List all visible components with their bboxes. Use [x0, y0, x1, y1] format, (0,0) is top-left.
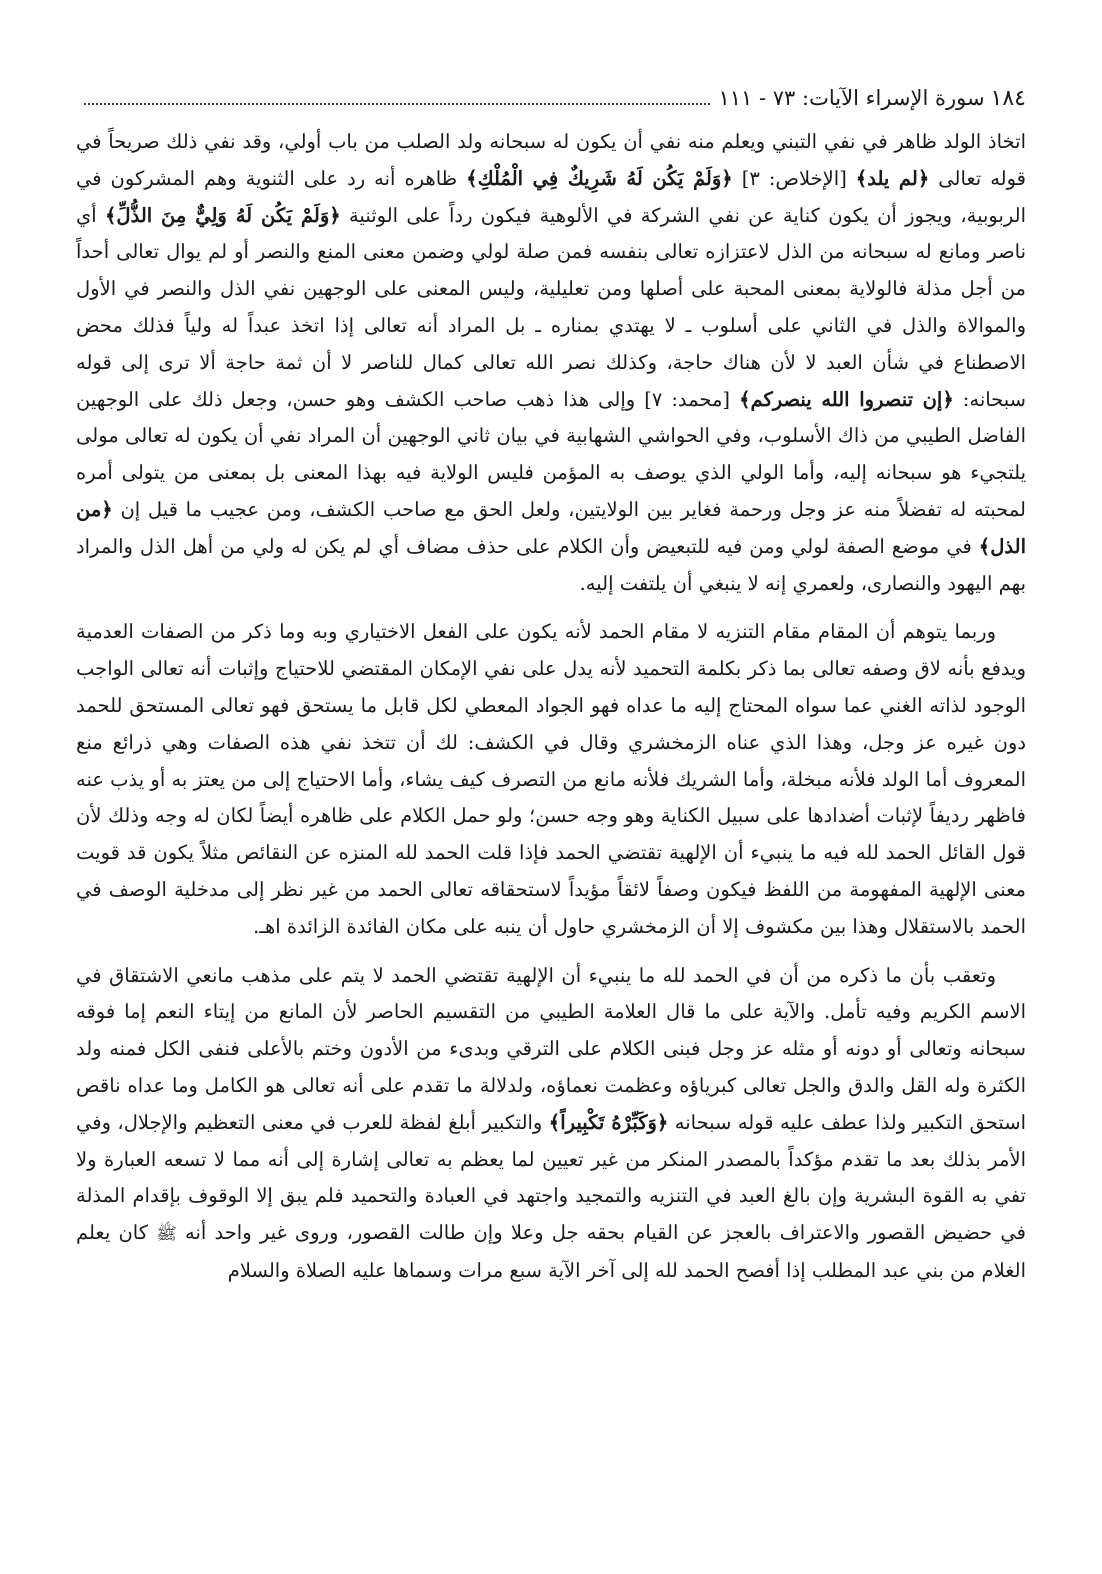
- text-run: ظاهره أنه رد على الثنوية وهم المشركون في الربوبية، ويجوز أن يكون كناية عن نفي الشركة في الألوهية فيكون رداً على الوثنية: [76, 166, 1027, 227]
- surah-title: سورة الإسراء الآيات: ٧٣ - ١١١: [718, 86, 985, 110]
- text-run: والتكبير أبلغ لفظة للعرب في معنى التعظيم والإجلال، وفي الأمر بذلك بعد ما تقدم مؤكداً بالمصدر المنكر من غير تعيين لما يعظم به تعالى إشارة إلى أنه مما لا تسعه العبارة ولا تفي به القوة البشرية وإن بالغ العبد في التنزيه والتمجيد واجتهد في العبادة والتحميد فلم يبق إلا الوقوف بإقدام المذلة في حضيض القصور والاعتراف بالعجز عن القيام بحقه جل وعلا وإن طالت القصور، وروى غير واحد أنه: [76, 1110, 1026, 1245]
- text-run: في موضع الصفة لولي ومن فيه للتبعيض وأن الكلام على حذف مضاف أي لم يكن له ولي من أهل الذل والمراد بهم اليهود والنصارى، ولعمري إنه لا ينبغي أن يلتفت إليه.: [76, 534, 1026, 595]
- paragraph-2: [76, 614, 1026, 945]
- text-run: [الإخلاص: ٣]: [732, 166, 856, 190]
- text-run: [محمد: ٧] وإلى هذا ذهب صاحب الكشف وهو حسن، وجعل ذلك على الوجهين الفاضل الطيبي من ذاك الأسلوب، وفي الحواشي الشهابية في بيان ثاني الوجهين أن المراد نفي أن يكون له تعالى مولى يلتجيء هو سبحانه إليه، وأما الولي الذي يوصف به المؤمن فليس الولاية فيه بهذا المعنى بل بمعنى من يتولى أمره لمحبته له تفضلاً منه عز وجل ورحمة فغاير بين الولايتين، ولعل الحق مع صاحب الكشف، ومن عجيب ما قيل إن: [76, 387, 1026, 521]
- salla-honorific: ﷺ: [156, 1224, 177, 1245]
- header-dotted-leader: [84, 103, 710, 105]
- body-text: [76, 124, 1026, 1290]
- text-run: وربما يتوهم أن المقام مقام التنزيه لا مقام الحمد لأنه يكون على الفعل الاختياري وبه وما ذكر من الصفات العدمية ويدفع بأنه لاق وصفه تعالى بما ذكر بكلمة التحميد لأنه يدل على نفي الإمكان المقتضي للاحتياج وإثبات أنه تعالى الواجب الوجود لذاته الغني عما سواه المحتاج إليه ما عداه فهو الجواد المعطي لكل قابل ما يستحق فهو تعالى المستحق للحمد دون غيره عز وجل، وهذا الذي عناه الزمخشري وقال في الكشف: لك أن تتخذ نفي هذه الصفات وهي ذرائع منع المعروف أما الولد فلأنه مبخلة، وأما الشريك فلأنه مانع من التصرف كيف يشاء، وأما الاحتياج إلى من يعتز به أو يذب عنه فاظهر ردیفاً لإثبات أضدادها على سبيل الكناية وهو وجه حسن؛ ولو حمل الكلام على ظاهره أيضاً لكان له وجه وذلك لأن قول القائل الحمد لله فيه ما ينبيء أن الإلهية تقتضي الحمد فإذا قلت الحمد لله المنزه عن النقائص مثلاً يكون قد قويت معنى الإلهية المفهومة من اللفظ فيكون وصفاً لائقاً مؤيداً لاستحقاقه تعالى الحمد من غير نظر إلى مدخلية الوصف في الحمد بالاستقلال وهذا بين مكشوف إلا أن الزمخشري حاول أن ينبه على مكان الفائدة الزائدة اهـ.: [76, 620, 1026, 938]
- quran-quote: ﴿وَكَبِّرْهُ تَكْبِيراً﴾: [548, 1110, 669, 1134]
- quran-quote: ﴿وَلَمْ يَكُن لَهُ وَلِيٌّ مِنَ الذُّلِّ﴾: [104, 203, 341, 227]
- page-number: ١٨٤: [990, 85, 1026, 111]
- paragraph-1: [76, 124, 1026, 602]
- paragraph-3: [76, 958, 1026, 1290]
- quran-quote: ﴿لم يلد﴾: [855, 166, 930, 190]
- quran-quote: ﴿إن تنصروا الله ينصركم﴾: [739, 387, 954, 411]
- quran-quote: ﴿وَلَمْ يَكُن لَهُ شَرِيكٌ فِي الْمُلْكِ﴾: [466, 166, 733, 190]
- text-run: كان يعلم الغلام من بني عبد المطلب إذا أفصح الحمد لله إلى آخر الآية سبع مرات وسماها عليه الصلاة والسلام: [76, 1221, 1026, 1282]
- quran-quote: ﴿من الذل﴾: [76, 497, 1026, 558]
- text-run: وتعقب بأن ما ذكره من أن في الحمد لله ما ينبيء أن الإلهية تقتضي الحمد لا يتم على مذهب مانعي الاشتقاق في الاسم الكريم وفيه تأمل. والآية على ما قال العلامة الطيبي من التقسيم الحاصر لأن المانع من إيتاء النعم إما فوقه سبحانه وتعالى أو دونه أو مثله عز وجل فبنى الكلام على الترقي وبدىء من الأدون وختم بالأعلى فنفى الكل فمنه ولد الكثرة وله القل والدق والجل تعالى كبرياؤه وعظمت نعماؤه، ولدلالة ما تقدم على أنه تعالى هو الكامل وما عداه ناقص استحق التكبير ولذا عطف عليه قوله سبحانه: [76, 963, 1026, 1134]
- text-run: أي ناصر ومانع له سبحانه من الذل لاعتزازه تعالى بنفسه فمن صلة لولي وضمن معنى المنع والنصر أو لم يوال تعالى أحداً من أجل مذلة فالولاية بمعنى المحبة على أصلها ومن تعليلية، وليس المعنى على الوجهين نفي الذل والنصر في الأول والموالاة والذل في الثاني على أسلوب ـ لا يهتدي بمناره ـ بل المراد أنه تعالى إذا اتخذ عبداً له ولياً فذلك محض الاصطناع في شأن العبد لا لأن هناك حاجة، وكذلك نصر الله تعالى كمال للناصر لا أن ثمة حاجة ألا ترى إلى قوله سبحانه:: [76, 203, 1026, 411]
- text-run: اتخاذ الولد ظاهر في نفي التبني ويعلم منه نفي أن يكون له سبحانه ولد الصلب من باب أولي، وقد نفي ذلك صريحاً في قوله تعالى: [76, 130, 1026, 190]
- running-header: [76, 78, 1026, 118]
